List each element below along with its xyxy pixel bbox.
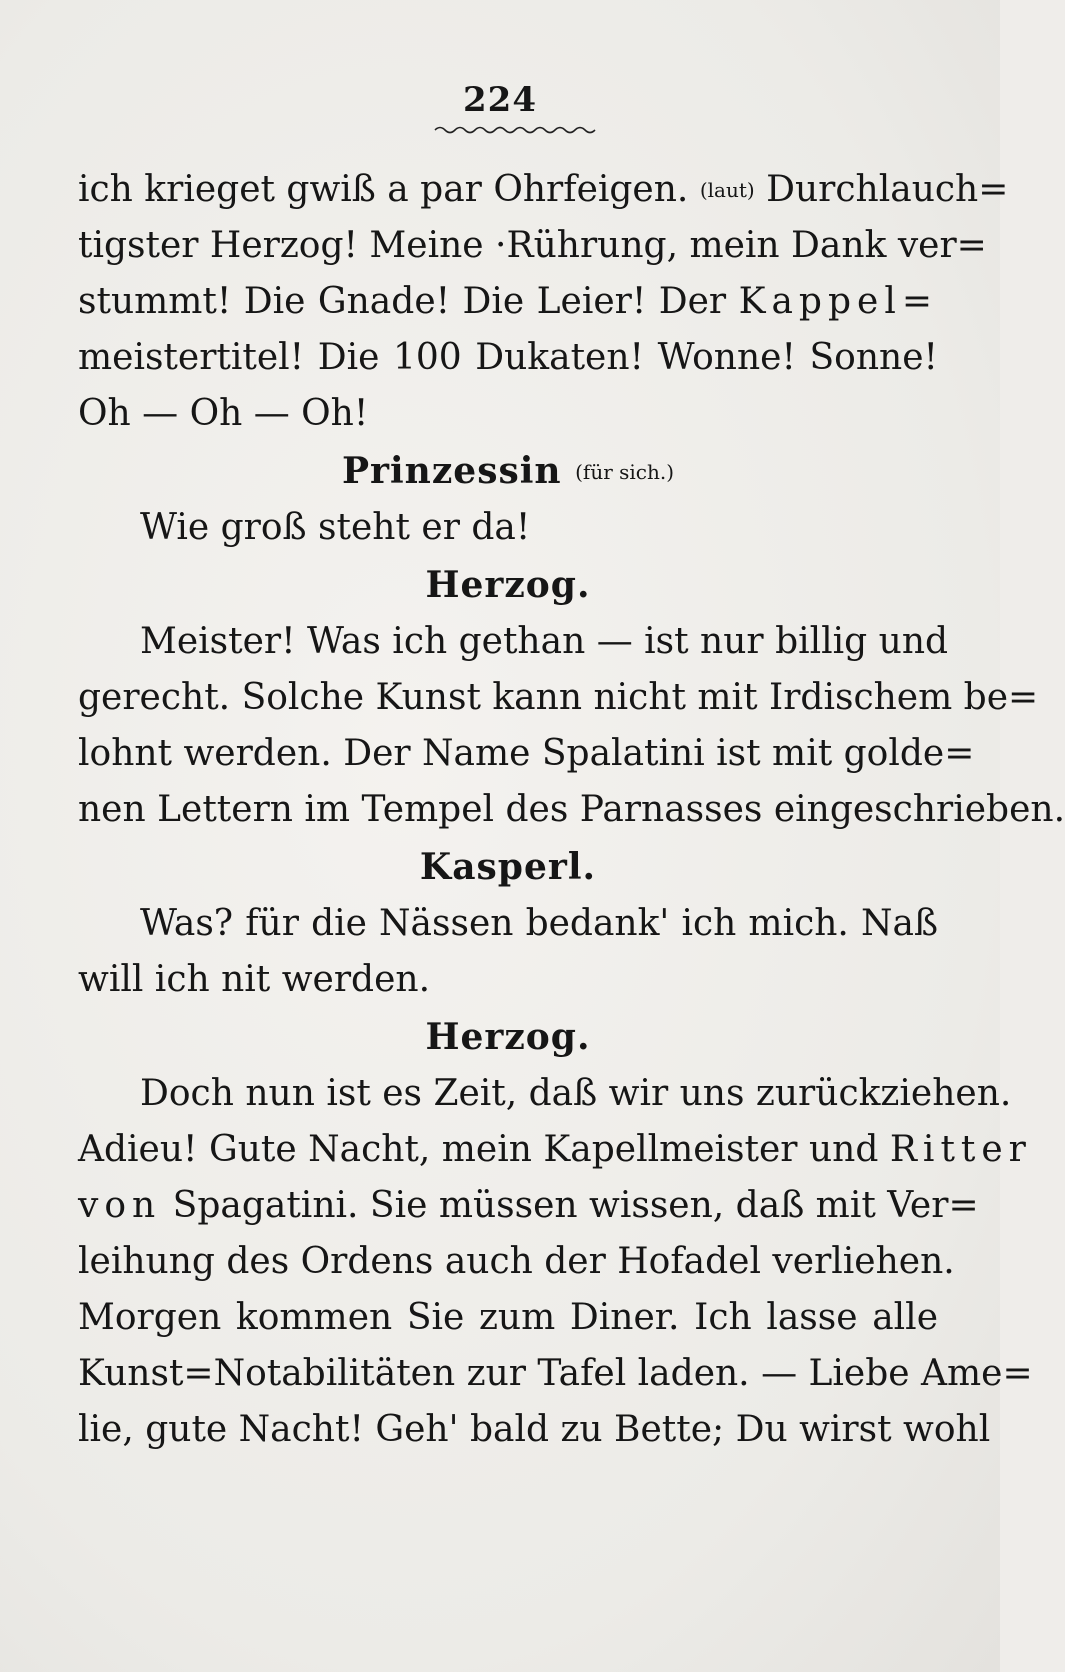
speaker-heading: Prinzessin (für sich.): [341, 450, 675, 492]
text-line: will ich nit werden.: [78, 959, 431, 1000]
text-line: lie, gute Nacht! Geh' bald zu Bette; Du wirst wohl: [78, 1409, 991, 1450]
page-text: [78, 162, 1065, 1458]
text-line: gerecht. Solche Kunst kann nicht mit Irdischem be=: [78, 677, 1039, 718]
text-line: ich krieget gwiß a par Ohrfeigen. (laut) Durchlauch=: [78, 169, 1009, 210]
text-line: Meister! Was ich gethan — ist nur billig und: [140, 621, 949, 662]
text-line: leihung des Ordens auch der Hofadel verliehen.: [78, 1241, 955, 1282]
text-line: tigster Herzog! Meine ·Rührung, mein Dank ver=: [78, 225, 987, 266]
text-line: Oh — Oh — Oh!: [78, 393, 369, 434]
text-line: nen Lettern im Tempel des Parnasses eingeschrieben.: [78, 789, 1065, 830]
text-line: lohnt werden. Der Name Spalatini ist mit golde=: [78, 733, 975, 774]
text-line: Kunst=Notabilitäten zur Tafel laden. — Liebe Ame=: [78, 1353, 1033, 1394]
speaker-heading: Kasperl.: [419, 846, 597, 888]
page-number: 224: [463, 80, 537, 120]
text-line: Morgen kommen Sie zum Diner. Ich lasse alle: [78, 1297, 938, 1338]
wavy-rule-ornament: [435, 124, 595, 136]
text-line: Wie groß steht er da!: [140, 507, 531, 548]
speaker-heading: Herzog.: [425, 564, 591, 606]
stage-direction: (für sich.): [575, 460, 675, 484]
text-line: von Spagatini. Sie müssen wissen, daß mit Ver=: [78, 1185, 979, 1226]
text-line: meistertitel! Die 100 Dukaten! Wonne! Sonne!: [78, 337, 938, 378]
text-line: stummt! Die Gnade! Die Leier! Der Kappel=: [78, 281, 939, 322]
text-line: Adieu! Gute Nacht, mein Kapellmeister und Ritter: [78, 1129, 1032, 1170]
stage-direction: (laut): [699, 178, 755, 202]
text-line: Doch nun ist es Zeit, daß wir uns zurückziehen.: [140, 1073, 1012, 1114]
speaker-heading: Herzog.: [425, 1016, 591, 1058]
text-line: Was? für die Nässen bedank' ich mich. Naß: [140, 903, 938, 944]
